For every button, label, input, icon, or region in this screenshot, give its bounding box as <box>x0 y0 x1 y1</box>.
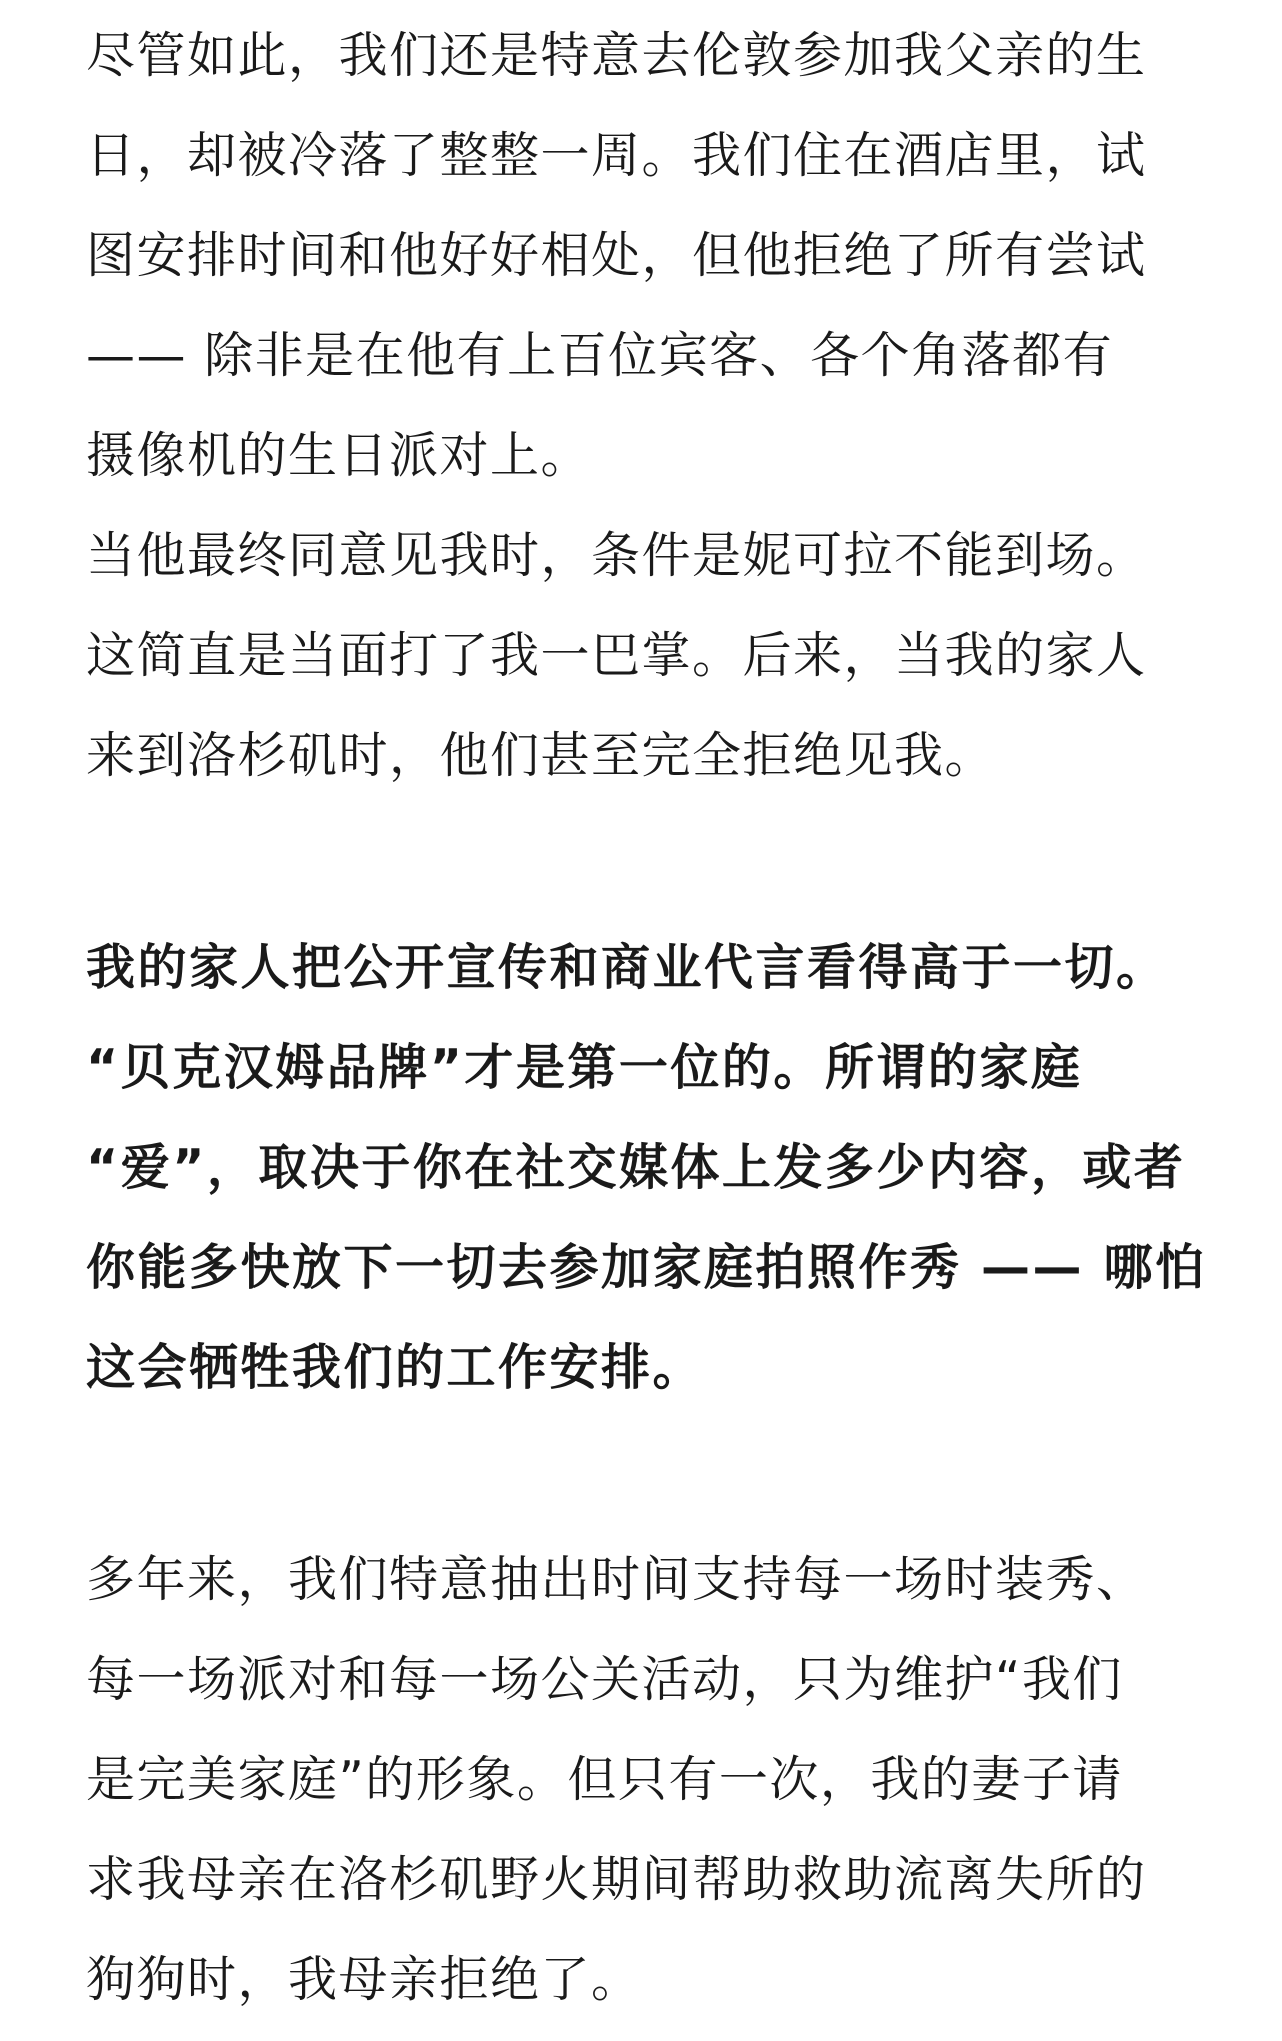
paragraph-2-line-1: 当他最终同意见我时，条件是妮可拉不能到场。 <box>86 527 1147 584</box>
paragraph-1-line-3: 图安排时间和他好好相处，但他拒绝了所有尝试 <box>86 227 1147 284</box>
paragraph-3-line-5: 这会牺牲我们的工作安排。 <box>86 1339 705 1396</box>
paragraph-4-line-2: 每一场派对和每一场公关活动，只为维护“我们 <box>86 1651 1123 1708</box>
paragraph-4-line-4: 求我母亲在洛杉矶野火期间帮助救助流离失所的 <box>86 1851 1147 1908</box>
paragraph-3-line-3: “爱”，取决于你在社交媒体上发多少内容，或者 <box>86 1139 1186 1196</box>
paragraph-2-line-3: 来到洛杉矶时，他们甚至完全拒绝见我。 <box>86 727 996 784</box>
paragraph-3-line-4: 你能多快放下一切去参加家庭拍照作秀 —— 哪怕 <box>86 1239 1207 1296</box>
paragraph-1-line-5: 摄像机的生日派对上。 <box>86 427 592 484</box>
paragraph-4-line-3: 是完美家庭”的形象。但只有一次，我的妻子请 <box>86 1751 1123 1808</box>
paragraph-1-line-2: 日，却被冷落了整整一周。我们住在酒店里，试 <box>86 127 1147 184</box>
paragraph-3-line-2: “贝克汉姆品牌”才是第一位的。所谓的家庭 <box>86 1039 1083 1096</box>
paragraph-3-line-1: 我的家人把公开宣传和商业代言看得高于一切。 <box>86 939 1168 996</box>
paragraph-4-line-1: 多年来，我们特意抽出时间支持每一场时装秀、 <box>86 1551 1147 1608</box>
paragraph-1-line-4: —— 除非是在他有上百位宾客、各个角落都有 <box>86 327 1114 384</box>
paragraph-4-line-5: 狗狗时，我母亲拒绝了。 <box>86 1951 642 2008</box>
paragraph-1-line-1: 尽管如此，我们还是特意去伦敦参加我父亲的生 <box>86 27 1147 84</box>
paragraph-2-line-2: 这简直是当面打了我一巴掌。后来，当我的家人 <box>86 627 1147 684</box>
